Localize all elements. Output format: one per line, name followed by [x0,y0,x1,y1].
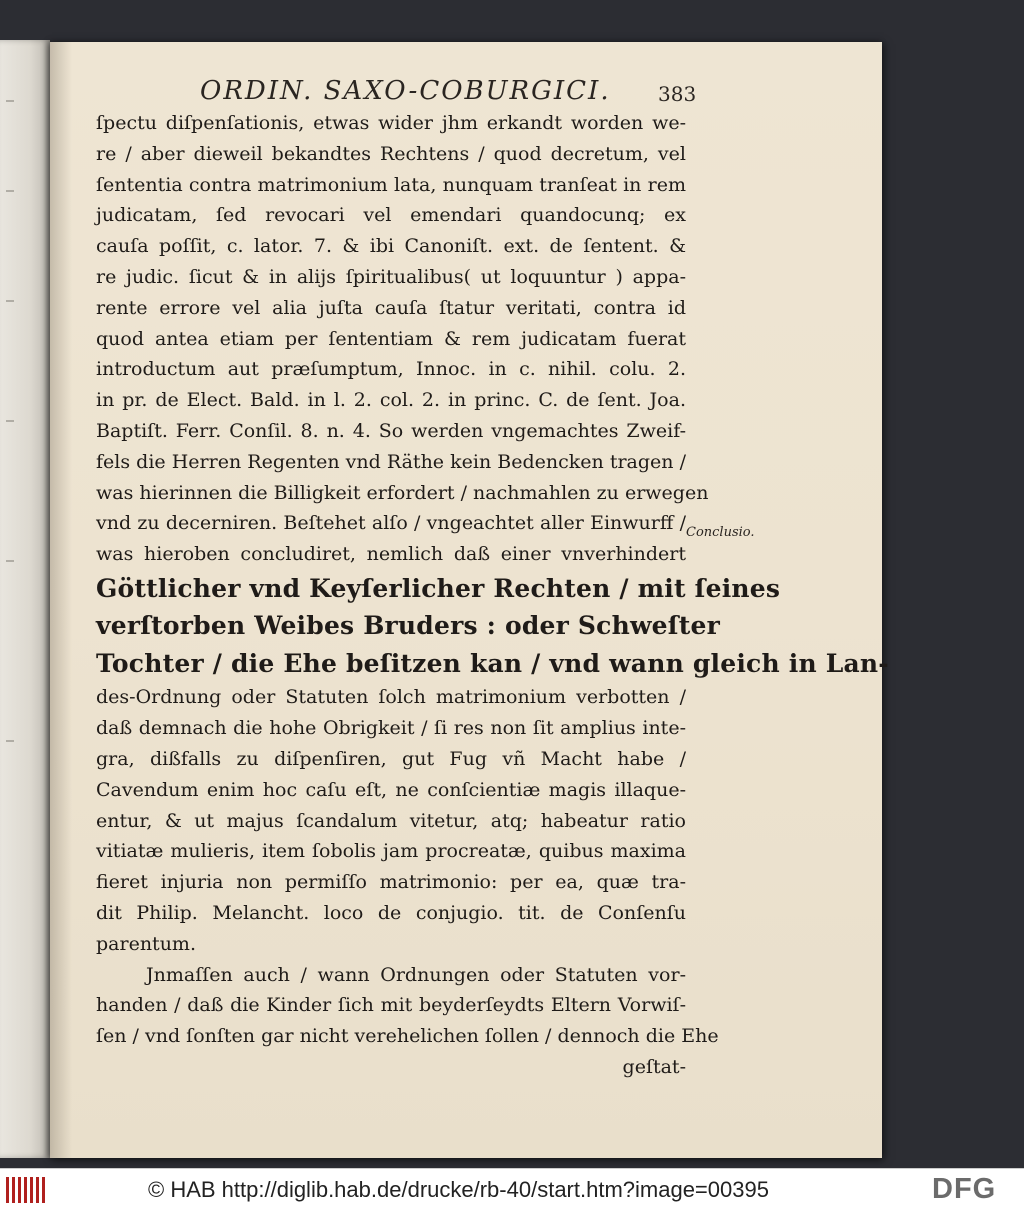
book-page [50,42,889,1158]
emphasis-line: Göttlicher vnd Keyſerlicher Rechten / mit ſeines [96,573,781,603]
emphasis-line: Tochter / die Ehe beſitzen kan / vnd wann gleich in Lan- [96,648,889,678]
text-line: fieret injuria non permiſſo matrimonio: per ea, quæ tra- [96,871,686,894]
text-line: dit Philip. Melancht. loco de conjugio. tit. de Conſenſu [96,902,686,925]
text-line: Jnmaſſen auch / wann Ordnungen oder Statuten vor- [146,963,686,986]
text-line: was hierinnen die Billigkeit erfordert / nachmahlen zu erwegen [96,481,709,504]
source-link[interactable]: © HAB http://diglib.hab.de/drucke/rb-40/start.htm?image=00395 [148,1177,769,1202]
text-line: ſententia contra matrimonium lata, nunquam tranſeat in rem [96,173,686,196]
hab-logo-icon [6,1177,46,1203]
text-line: quod antea etiam per ſententiam & rem judicatam fuerat [96,327,686,350]
text-line: in pr. de Elect. Bald. in l. 2. col. 2. in princ. C. de ſent. Joa. [96,389,686,412]
text-line: vitiatæ mulieris, item ſobolis jam procreatæ, quibus maxima [96,840,686,863]
text-line: was hieroben concludiret, nemlich daß einer vnverhindert [96,543,686,566]
text-line: parentum. [96,932,196,955]
text-line: daß demnach die hohe Obrigkeit / ſi res non ſit amplius inte- [96,717,686,740]
text-line: Cavendum enim hoc caſu eſt, ne conſcientiæ magis illaque- [96,778,686,801]
running-head: ORDIN. SAXO-COBURGICI. [200,76,611,106]
text-line: des-Ordnung oder Statuten ſolch matrimonium verbotten / [96,686,686,709]
text-line: re judic. ſicut & in alijs ſpiritualibus( ut loquuntur ) appa- [96,265,686,288]
text-line: rente errore vel alia juſta cauſa ſtatur veritati, contra id [96,296,686,319]
emphasis-line: verſtorben Weibes Bruders : oder Schweſter [96,611,720,641]
previous-page-edge [0,40,50,1158]
text-line: introductum aut præſumptum, Innoc. in c. nihil. colu. 2. [96,358,686,381]
footer-bar [0,1168,1024,1210]
text-line: re / aber dieweil bekandtes Rechtens / quod decretum, vel [96,142,686,165]
text-line: entur, & ut majus ſcandalum vitetur, atq; habeatur ratio [96,809,686,832]
text-line: handen / daß die Kinder ſich mit beyderſeydts Eltern Vorwiſ- [96,994,686,1017]
dfg-logo: DFG [932,1173,997,1205]
text-line: vnd zu decerniren. Beſtehet alſo / vngeachtet aller Einwurff / [96,512,686,535]
text-line: gra, dißfalls zu diſpenſiren, gut Fug vñ Macht habe / [96,748,686,771]
catchword: geſtat- [622,1056,686,1079]
text-line: ſen / vnd ſonſten gar nicht verehelichen ſollen / dennoch die Ehe [96,1025,719,1048]
margin-note: Conclusio. [686,525,755,540]
text-line: judicatam, ſed revocari vel emendari quandocunq; ex [96,204,686,227]
text-line: fels die Herren Regenten vnd Räthe kein Bedencken tragen / [96,450,686,473]
page-number: 383 [658,82,697,106]
text-line: Baptiſt. Ferr. Conſil. 8. n. 4. So werden vngemachtes Zweif- [96,419,686,442]
text-line: cauſa poſſit, c. lator. 7. & ibi Canoniſt. ext. de ſentent. & [96,235,686,258]
text-line: ſpectu diſpenſationis, etwas wider jhm erkandt worden we- [96,112,686,134]
